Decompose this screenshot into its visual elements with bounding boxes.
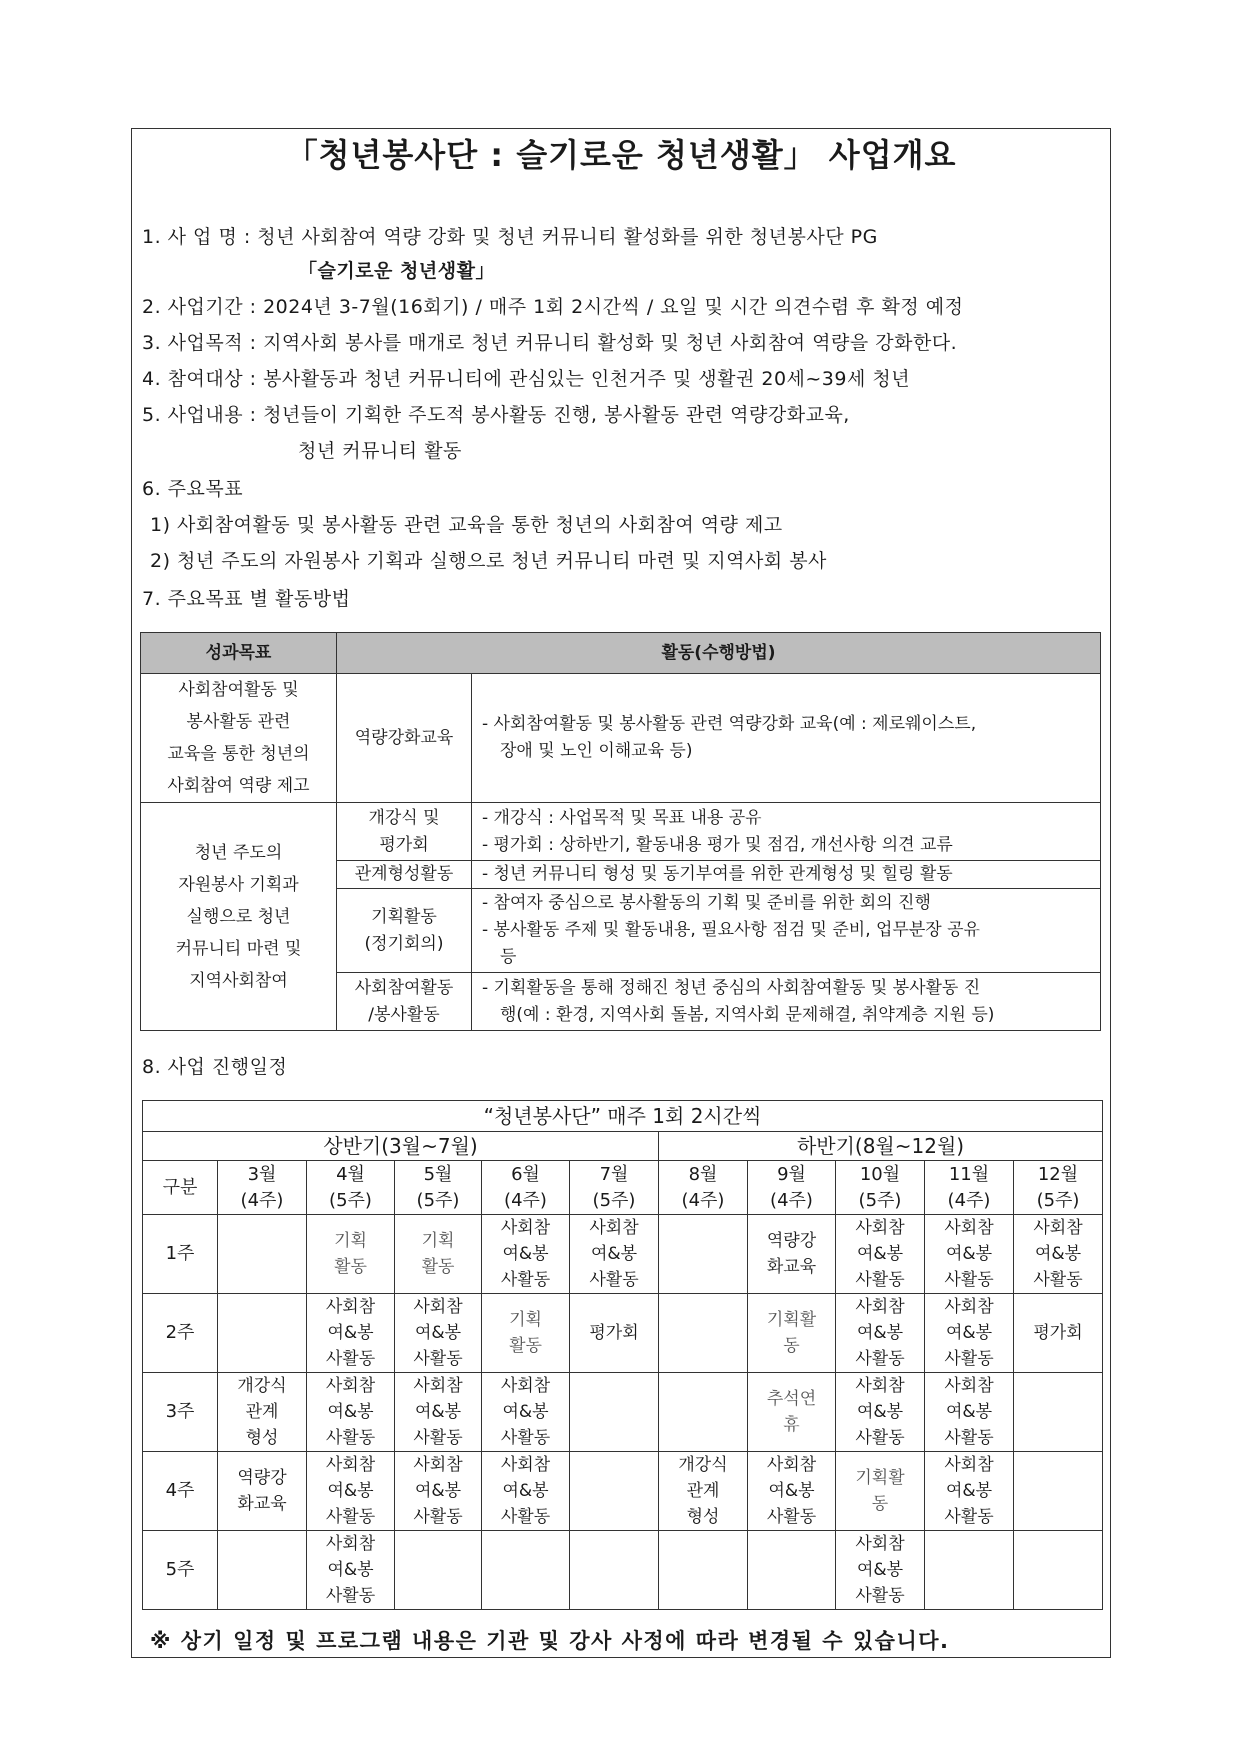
activity-planning — [337, 889, 472, 973]
schedule-cell-plan — [395, 1215, 482, 1294]
month-weeks: (4주) — [504, 1189, 547, 1211]
schedule-caption: “청년봉사단” 매주 1회 2시간씩 — [143, 1101, 1103, 1132]
cell-line: 여&봉 — [502, 1481, 549, 1501]
goal-1-line: 교육을 통한 청년의 — [167, 744, 310, 764]
month-header — [659, 1161, 748, 1215]
month-header — [307, 1161, 395, 1215]
cell-line: 동 — [871, 1494, 889, 1514]
activity-opening — [337, 803, 472, 861]
cell-line: 사활동 — [325, 1586, 376, 1606]
month-weeks: (5주) — [329, 1189, 372, 1211]
schedule-cell-social — [482, 1373, 570, 1452]
cell-line: 사회참 — [766, 1455, 817, 1475]
item-1-text: 청년 사회참여 역량 강화 및 청년 커뮤니티 활성화를 위한 청년봉사단 PG — [257, 226, 878, 248]
cell-line: 사회참 — [413, 1376, 463, 1396]
schedule-cell-empty — [570, 1452, 659, 1531]
cell-line: 사회참 — [944, 1455, 994, 1475]
second-half-header: 하반기(8월~12월) — [659, 1132, 1103, 1161]
cell-line: 기획 — [421, 1231, 455, 1251]
item-3 — [142, 328, 957, 355]
cell-line: 사활동 — [944, 1270, 994, 1290]
cell-line: 개강식 — [678, 1455, 728, 1475]
month-header — [836, 1161, 925, 1215]
schedule-cell-edu — [218, 1452, 307, 1531]
cell-line: 사활동 — [766, 1507, 817, 1527]
cell-line: 사회참 — [500, 1218, 551, 1238]
schedule-cell-chuseok — [748, 1373, 836, 1452]
item-2-label: 2. 사업기간 : — [142, 296, 257, 318]
cell-line: 사회참 — [1033, 1218, 1083, 1238]
month-header — [218, 1161, 307, 1215]
month-weeks: (4주) — [770, 1189, 813, 1211]
schedule-cell-empty — [570, 1373, 659, 1452]
schedule-cell-empty — [218, 1294, 307, 1373]
cell-line: 추석연 — [766, 1389, 817, 1409]
cell-line: 여&봉 — [856, 1560, 904, 1580]
cell-line: 여&봉 — [768, 1481, 815, 1501]
cell-line: 여&봉 — [327, 1402, 374, 1422]
schedule-cell-plan2 — [836, 1452, 925, 1531]
goal-2-line: 실행으로 청년 — [186, 906, 291, 927]
item-5 — [142, 400, 850, 427]
cell-line: 사회참 — [855, 1534, 905, 1554]
desc-line: 등 — [500, 947, 517, 967]
cell-line: 사회참 — [944, 1218, 994, 1238]
schedule-cell-social — [836, 1294, 925, 1373]
schedule-cell-empty — [748, 1531, 836, 1610]
schedule-cell-empty — [1014, 1531, 1103, 1610]
activity-line: /봉사활동 — [368, 1004, 440, 1025]
cell-line: 여&봉 — [945, 1481, 993, 1501]
cell-line: 여&봉 — [1034, 1244, 1082, 1264]
month-name: 3월 — [247, 1163, 277, 1185]
schedule-table — [142, 1100, 1103, 1610]
cell-line: 활동 — [509, 1336, 542, 1356]
cell-line: 개강식 — [237, 1376, 287, 1396]
activity-social — [337, 973, 472, 1031]
cell-line: 여&봉 — [502, 1402, 549, 1422]
cell-line: 사활동 — [944, 1428, 994, 1448]
week-label: 4주 — [143, 1452, 218, 1531]
cell-line: 사활동 — [325, 1507, 376, 1527]
month-header — [570, 1161, 659, 1215]
cell-line: 사활동 — [944, 1349, 994, 1369]
week-label: 5주 — [143, 1531, 218, 1610]
goal-2: 2) 청년 주도의 자원봉사 기획과 실행으로 청년 커뮤니티 마련 및 지역사회 봉사 — [150, 550, 827, 572]
schedule-cell-social — [395, 1373, 482, 1452]
cell-line: 여&봉 — [945, 1244, 993, 1264]
schedule-cell-empty — [925, 1531, 1014, 1610]
cell-line: 사활동 — [500, 1270, 551, 1290]
schedule-cell-social — [307, 1452, 395, 1531]
goal-activity-table — [140, 632, 1101, 1031]
activity-edu-desc — [472, 674, 1101, 803]
desc-line: - 참여자 중심으로 봉사활동의 기획 및 준비를 위한 회의 진행 — [482, 893, 931, 913]
week-label: 1주 — [143, 1215, 218, 1294]
schedule-cell-empty — [659, 1531, 748, 1610]
month-name: 8월 — [688, 1163, 718, 1185]
cell-line: 형성 — [686, 1507, 720, 1527]
cell-line: 사활동 — [413, 1507, 463, 1527]
cell-line: 사회참 — [325, 1297, 376, 1317]
month-name: 6월 — [511, 1163, 540, 1185]
cell-line: 화교육 — [237, 1494, 287, 1514]
header-goal: 성과목표 — [141, 633, 337, 674]
schedule-cell-social — [925, 1215, 1014, 1294]
item-1 — [142, 222, 878, 249]
schedule-cell-empty — [659, 1294, 748, 1373]
schedule-cell-empty — [395, 1531, 482, 1610]
activity-relationship-desc: - 청년 커뮤니티 형성 및 동기부여를 위한 관계형성 및 힐링 활동 — [472, 861, 1101, 889]
month-weeks: (5주) — [858, 1189, 902, 1211]
desc-line: - 봉사활동 주제 및 활동내용, 필요사항 점검 및 준비, 업무분장 공유 — [482, 920, 980, 940]
month-weeks: (5주) — [1036, 1189, 1080, 1211]
month-header — [482, 1161, 570, 1215]
cell-line: 사활동 — [589, 1270, 639, 1290]
item-3-text: 지역사회 봉사를 매개로 청년 커뮤니티 활성화 및 청년 사회참여 역량을 강화한다. — [263, 332, 958, 354]
cell-line: 사활동 — [855, 1428, 905, 1448]
activity-line: 개강식 및 — [368, 807, 440, 828]
cell-line: 사활동 — [413, 1428, 463, 1448]
cell-line: 관계 — [245, 1402, 279, 1422]
cell-line: 사활동 — [325, 1349, 376, 1369]
cell-line: 여&봉 — [414, 1481, 462, 1501]
week-label: 2주 — [143, 1294, 218, 1373]
schedule-cell-empty — [218, 1531, 307, 1610]
schedule-cell-social — [395, 1452, 482, 1531]
cell-line: 여&봉 — [945, 1402, 993, 1422]
desc-line: - 개강식 : 사업목적 및 목표 내용 공유 — [482, 807, 762, 828]
item-3-label: 3. 사업목적 : — [142, 332, 257, 354]
cell-line: 사회참 — [944, 1376, 994, 1396]
header-activity: 활동(수행방법) — [337, 633, 1101, 674]
cell-line: 여&봉 — [856, 1323, 904, 1343]
schedule-cell-edu — [748, 1215, 836, 1294]
cell-line: 활동 — [334, 1257, 367, 1277]
cell-line: 사회참 — [500, 1455, 551, 1475]
month-weeks: (4주) — [947, 1189, 991, 1211]
item-6-label: 6. 주요목표 — [142, 478, 244, 500]
goal-1-line: 봉사활동 관련 — [186, 712, 291, 732]
week-label: 3주 — [143, 1373, 218, 1452]
month-name: 10월 — [859, 1163, 901, 1185]
cell-line: 휴 — [783, 1415, 800, 1435]
schedule-cell-empty — [659, 1215, 748, 1294]
footnote: ※ 상기 일정 및 프로그램 내용은 기관 및 강사 사정에 따라 변경될 수 있습니다. — [150, 1629, 950, 1653]
month-weeks: (4주) — [240, 1189, 284, 1211]
item-4 — [142, 364, 910, 391]
desc-line: 행(예 : 환경, 지역사회 돌봄, 지역사회 문제해결, 취약계층 지원 등) — [500, 1004, 995, 1025]
cell-line: 기획활 — [766, 1310, 817, 1330]
cell-line: 여&봉 — [856, 1244, 904, 1264]
schedule-cell-eval: 평가회 — [1014, 1294, 1103, 1373]
cell-line: 사회참 — [413, 1455, 463, 1475]
cell-line: 동 — [783, 1336, 800, 1356]
month-weeks: (5주) — [592, 1189, 636, 1211]
cell-line: 여&봉 — [414, 1323, 462, 1343]
cell-line: 여&봉 — [414, 1402, 462, 1422]
goal-1: 1) 사회참여활동 및 봉사활동 관련 교육을 통한 청년의 사회참여 역량 제고 — [150, 514, 783, 536]
cell-line: 여&봉 — [327, 1323, 374, 1343]
activity-planning-desc — [472, 889, 1101, 973]
month-header — [1014, 1161, 1103, 1215]
schedule-cell-plan2 — [748, 1294, 836, 1373]
cell-line: 사회참 — [325, 1376, 376, 1396]
cell-line: 사회참 — [325, 1534, 376, 1554]
schedule-cell-social — [1014, 1215, 1103, 1294]
col-label: 구분 — [143, 1161, 218, 1215]
cell-line: 사회참 — [855, 1376, 905, 1396]
cell-line: 여&봉 — [856, 1402, 904, 1422]
schedule-cell-plan — [307, 1215, 395, 1294]
schedule-cell-social — [836, 1215, 925, 1294]
cell-line: 사회참 — [589, 1218, 639, 1238]
month-name: 7월 — [599, 1163, 629, 1185]
schedule-cell-plan — [482, 1294, 570, 1373]
cell-line: 사활동 — [325, 1428, 376, 1448]
schedule-cell-empty — [1014, 1373, 1103, 1452]
item-2 — [142, 292, 963, 319]
cell-line: 기획활 — [855, 1468, 905, 1488]
cell-line: 사활동 — [500, 1507, 551, 1527]
desc-line: - 평가회 : 상하반기, 활동내용 평가 및 점검, 개선사항 의견 교류 — [482, 834, 953, 855]
item-1-label: 1. 사 업 명 : — [142, 226, 251, 248]
schedule-cell-social — [307, 1294, 395, 1373]
schedule-cell-open — [218, 1373, 307, 1452]
cell-line: 사활동 — [855, 1586, 905, 1606]
month-name: 11월 — [948, 1163, 990, 1185]
goal-1-line: 사회참여 역량 제고 — [167, 776, 310, 796]
month-name: 9월 — [777, 1163, 806, 1185]
goal-2-line: 지역사회참여 — [189, 970, 288, 991]
item-2-text: 2024년 3-7월(16회기) / 매주 1회 2시간씩 / 요일 및 시간 의견수렴 후 확정 예정 — [263, 296, 964, 318]
cell-line: 여&봉 — [502, 1244, 549, 1264]
month-header — [925, 1161, 1014, 1215]
activity-line: (정기회의) — [364, 933, 444, 954]
schedule-cell-social — [307, 1531, 395, 1610]
page-title: 「청년봉사단 : 슬기로운 청년생활」 사업개요 — [285, 136, 957, 174]
item-5-text2: 청년 커뮤니티 활동 — [298, 440, 462, 462]
cell-line: 형성 — [245, 1428, 279, 1448]
schedule-cell-social — [570, 1215, 659, 1294]
month-weeks: (5주) — [416, 1189, 460, 1211]
activity-social-desc — [472, 973, 1101, 1031]
month-weeks: (4주) — [681, 1189, 725, 1211]
first-half-header: 상반기(3월~7월) — [143, 1132, 659, 1161]
schedule-cell-empty — [1014, 1452, 1103, 1531]
item-5-text: 청년들이 기획한 주도적 봉사활동 진행, 봉사활동 관련 역량강화교육, — [263, 404, 850, 426]
cell-line: 여&봉 — [327, 1481, 374, 1501]
cell-line: 사회참 — [855, 1297, 905, 1317]
desc-line: - 사회참여활동 및 봉사활동 관련 역량강화 교육(예 : 제로웨이스트, — [482, 714, 977, 734]
desc-line: - 기획활동을 통해 정해진 청년 중심의 사회참여활동 및 봉사활동 진 — [482, 977, 981, 998]
desc-line: 장애 및 노인 이해교육 등) — [500, 741, 693, 761]
activity-opening-desc — [472, 803, 1101, 861]
cell-line: 활동 — [421, 1257, 455, 1277]
goal-cell-2 — [141, 803, 337, 1031]
month-header — [748, 1161, 836, 1215]
activity-line: 기획활동 — [371, 906, 437, 927]
goal-2-line: 커뮤니티 마련 및 — [175, 938, 302, 959]
cell-line: 사회참 — [325, 1455, 376, 1475]
activity-line: 사회참여활동 — [354, 977, 454, 998]
cell-line: 기획 — [509, 1310, 542, 1330]
item-8-label: 8. 사업 진행일정 — [142, 1056, 288, 1078]
cell-line: 역량강 — [237, 1468, 287, 1488]
goal-cell-1 — [141, 674, 337, 803]
schedule-cell-social — [925, 1373, 1014, 1452]
month-header — [395, 1161, 482, 1215]
cell-line: 여&봉 — [327, 1560, 374, 1580]
item-5-label: 5. 사업내용 : — [142, 404, 257, 426]
item-4-text: 봉사활동과 청년 커뮤니티에 관심있는 인천거주 및 생활권 20세~39세 청년 — [263, 368, 911, 390]
goal-2-line: 자원봉사 기획과 — [178, 874, 299, 895]
cell-line: 여&봉 — [945, 1323, 993, 1343]
cell-line: 기획 — [334, 1231, 367, 1251]
month-name: 12월 — [1037, 1163, 1079, 1185]
schedule-cell-empty — [659, 1373, 748, 1452]
cell-line: 역량강 — [766, 1231, 817, 1251]
schedule-cell-social — [836, 1531, 925, 1610]
cell-line: 사회참 — [855, 1218, 905, 1238]
schedule-cell-social — [925, 1452, 1014, 1531]
cell-line: 사회참 — [413, 1297, 463, 1317]
item-1-subtitle: 「슬기로운 청년생활」 — [298, 260, 495, 282]
schedule-cell-social — [482, 1452, 570, 1531]
cell-line: 사활동 — [1033, 1270, 1083, 1290]
goal-1-line: 사회참여활동 및 — [178, 680, 299, 700]
cell-line: 사활동 — [500, 1428, 551, 1448]
cell-line: 사회참 — [500, 1376, 551, 1396]
schedule-cell-social — [307, 1373, 395, 1452]
cell-line: 사활동 — [413, 1349, 463, 1369]
cell-line: 관계 — [686, 1481, 720, 1501]
cell-line: 여&봉 — [590, 1244, 638, 1264]
month-name: 5월 — [423, 1163, 453, 1185]
schedule-cell-social — [482, 1215, 570, 1294]
schedule-cell-social — [395, 1294, 482, 1373]
cell-line: 사활동 — [855, 1349, 905, 1369]
schedule-cell-empty — [482, 1531, 570, 1610]
cell-line: 사활동 — [855, 1270, 905, 1290]
goal-2-line: 청년 주도의 — [194, 842, 283, 863]
schedule-cell-open — [659, 1452, 748, 1531]
schedule-cell-social — [925, 1294, 1014, 1373]
month-name: 4월 — [336, 1163, 365, 1185]
schedule-cell-social — [836, 1373, 925, 1452]
item-4-label: 4. 참여대상 : — [142, 368, 257, 390]
cell-line: 사회참 — [944, 1297, 994, 1317]
cell-line: 사활동 — [944, 1507, 994, 1527]
schedule-cell-eval: 평가회 — [570, 1294, 659, 1373]
activity-relationship: 관계형성활동 — [337, 861, 472, 889]
schedule-cell-empty — [218, 1215, 307, 1294]
schedule-cell-empty — [570, 1531, 659, 1610]
activity-edu: 역량강화교육 — [337, 674, 472, 803]
item-7-label: 7. 주요목표 별 활동방법 — [142, 588, 351, 610]
schedule-cell-social — [748, 1452, 836, 1531]
activity-line: 평가회 — [379, 834, 429, 855]
cell-line: 화교육 — [766, 1257, 817, 1277]
